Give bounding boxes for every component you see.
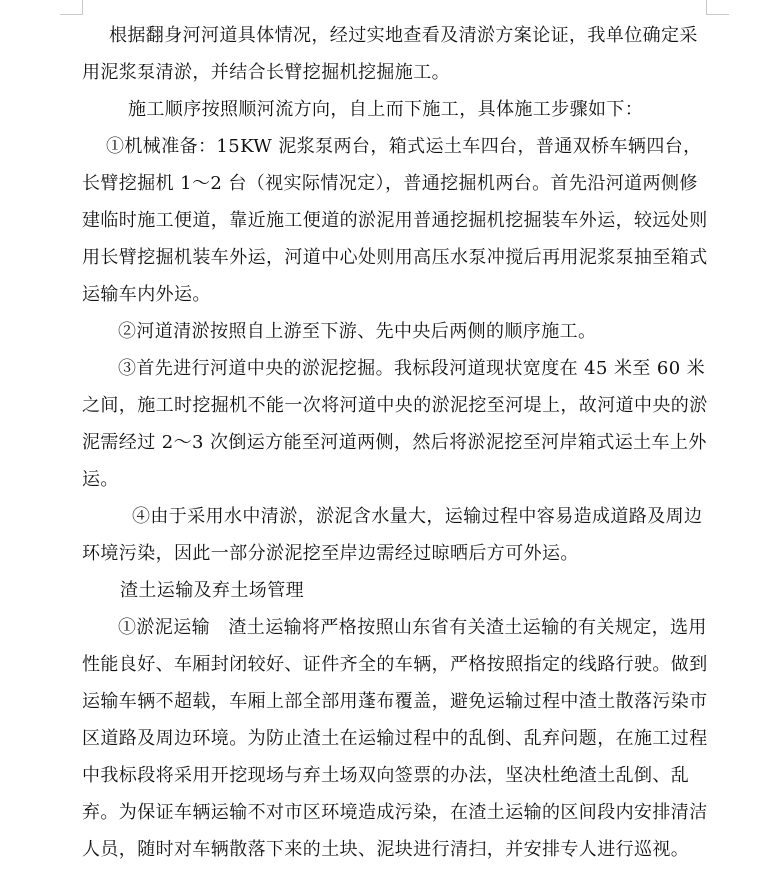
paragraph-step-drying: ④由于采用水中清淤，淤泥含水量大，运输过程中容易造成道路及周边环境污染，因此一部分淤泥挖至岸边需经过晾晒后方可外运。 xyxy=(82,506,703,564)
paragraph-step-central-dredging: ③首先进行河道中央的淤泥挖掘。我标段河道现状宽度在 45 米至 60 米之间，施工时挖掘机不能一次将河道中央的淤泥挖至河堤上，故河道中央的淤泥需经过 2～3 次倒运方能至河道两侧，然后将淤泥挖至河岸箱式运土车上外运。 xyxy=(82,358,708,490)
margin-corner-mark-top-left xyxy=(60,0,83,15)
paragraph-method-intro: 根据翻身河河道具体情况，经过实地查看及清淤方案论证，我单位确定采用泥浆泵清淤，并结合长臂挖掘机挖掘施工。 xyxy=(82,25,698,83)
paragraph-sludge-transport: ①淤泥运输 渣土运输将严格按照山东省有关渣土运输的有关规定，选用性能良好、车厢封闭较好、证件齐全的车辆，严格按照指定的线路行驶。做到运输车辆不超载，车厢上部全部用蓬布覆盖，避免运输过程中渣土散落污染市区道路及周边环境。为防止渣土在运输过程中的乱倒、乱弃问题，在施工过程中我标段将采用开挖现场与弃土场双向签票的办法，坚决杜绝渣土乱倒、乱弃。为保证车辆运输不对市区环境造成污染，在渣土运输的区间段内安排清洁人员，随时对车辆散落下来的土块、泥块进行清扫，并安排专人进行巡视。 xyxy=(82,617,708,860)
paragraph-construction-sequence: 施工顺序按照顺河流方向，自上而下施工，具体施工步骤如下： xyxy=(128,99,644,120)
document-body xyxy=(82,17,708,868)
paragraph-step-order: ②河道清淤按照自上游至下游、先中央后两侧的顺序施工。 xyxy=(118,321,597,342)
section-heading-transport: 渣土运输及弃土场管理 xyxy=(120,580,304,601)
paragraph-step-machinery: ①机械准备：15KW 泥浆泵两台，箱式运土车四台，普通双桥车辆四台，长臂挖掘机 1～2 台（视实际情况定），普通挖掘机两台。首先沿河道两侧修建临时施工便道，靠近施工便道的淤泥用普通挖掘机挖掘装车外运，较远处则用长臂挖掘机装车外运，河道中心处则用高压水泵冲搅后再用泥浆泵抽至箱式运输车内外运。 xyxy=(82,136,708,305)
margin-corner-mark-top-right xyxy=(706,0,729,15)
